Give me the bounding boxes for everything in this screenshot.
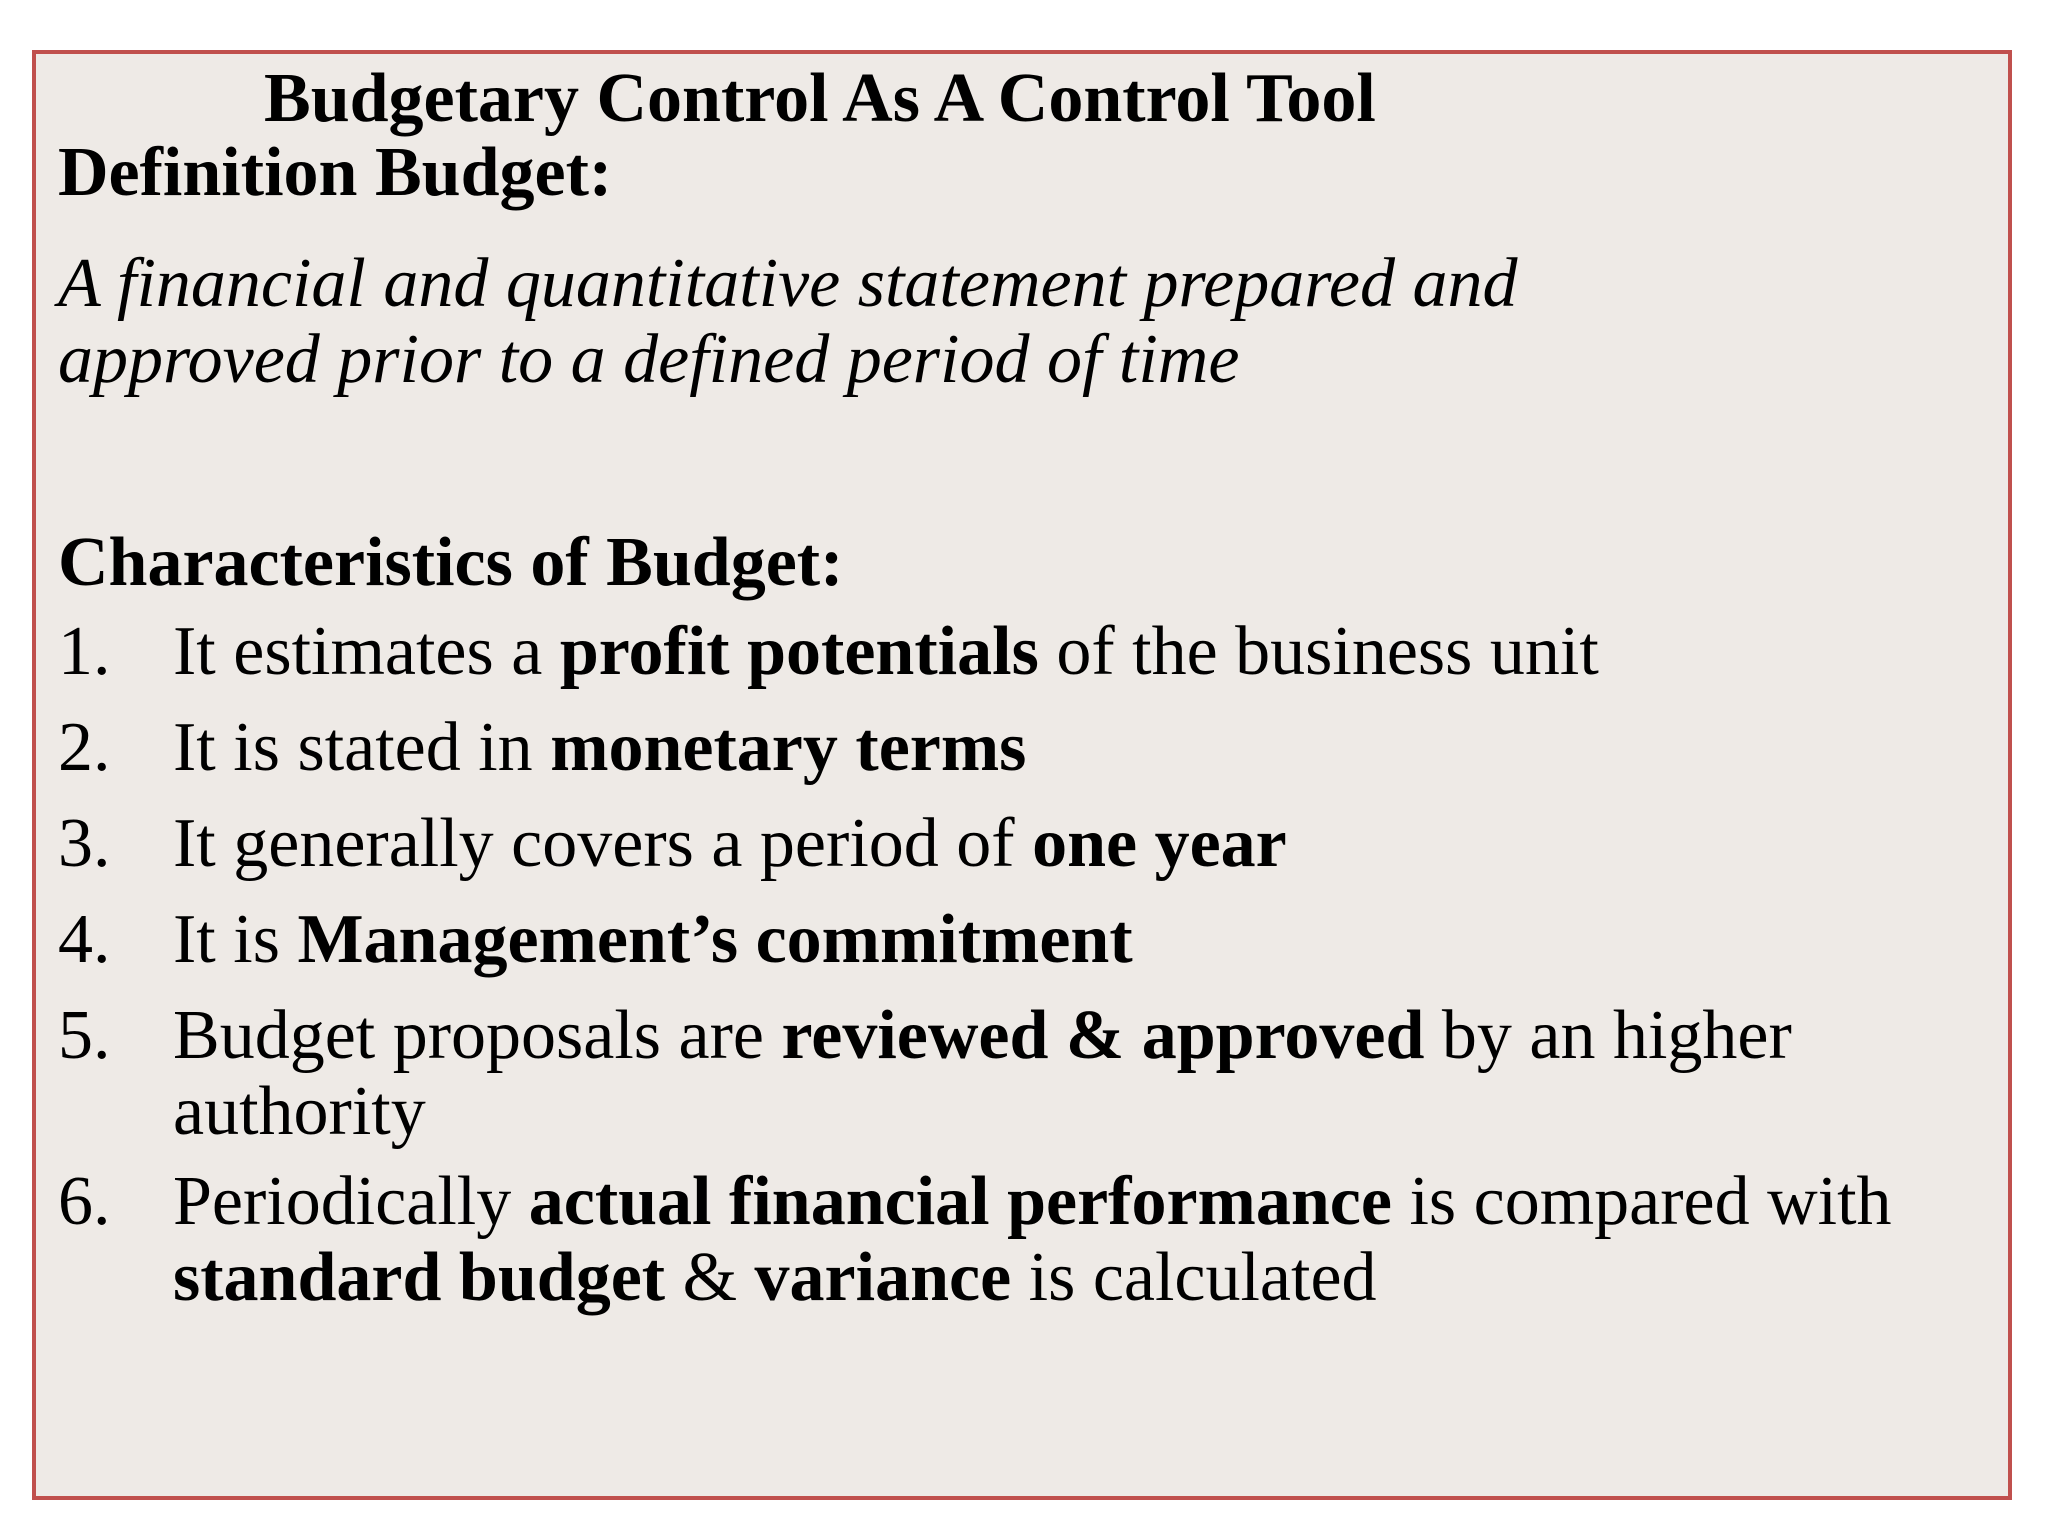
- item-number: 5.: [58, 997, 111, 1074]
- item-number: 6.: [58, 1163, 111, 1240]
- slide: [32, 50, 2012, 1500]
- item-text: It generally covers a period of one year: [173, 805, 1287, 882]
- emphasis: monetary terms: [550, 709, 1027, 786]
- list-item: [58, 998, 1973, 1150]
- definition-heading: Definition Budget:: [58, 134, 613, 211]
- list-item: [58, 710, 1973, 786]
- definition-line-1: A financial and quantitative statement prepared and: [58, 245, 1518, 322]
- emphasis: actual financial performance: [528, 1163, 1392, 1240]
- definition-text: [58, 246, 1758, 398]
- emphasis: reviewed & approved: [781, 997, 1425, 1074]
- item-number: 1.: [58, 613, 111, 690]
- list-item: [58, 806, 1973, 882]
- emphasis: standard budget: [173, 1239, 666, 1316]
- item-text: Budget proposals are reviewed & approved by an higher authority: [173, 997, 1792, 1150]
- emphasis: variance: [754, 1239, 1012, 1316]
- item-text: Periodically actual financial performance is compared with standard budget & variance is calculated: [173, 1163, 1927, 1316]
- characteristics-list: [58, 614, 1973, 1330]
- item-text: It estimates a profit potentials of the business unit: [173, 613, 1599, 690]
- item-text: It is stated in monetary terms: [173, 709, 1027, 786]
- emphasis: one year: [1032, 805, 1287, 882]
- slide-title: Budgetary Control As A Control Tool: [264, 60, 1376, 137]
- definition-line-2: approved prior to a defined period of time: [58, 321, 1240, 398]
- list-item: [58, 902, 1973, 978]
- item-number: 4.: [58, 901, 111, 978]
- item-text: It is Management’s commitment: [173, 901, 1133, 978]
- item-number: 3.: [58, 805, 111, 882]
- emphasis: profit potentials: [559, 613, 1039, 690]
- characteristics-heading: Characteristics of Budget:: [58, 524, 844, 601]
- emphasis: Management’s commitment: [297, 901, 1133, 978]
- list-item: [58, 1164, 1973, 1316]
- list-item: [58, 614, 1973, 690]
- item-number: 2.: [58, 709, 111, 786]
